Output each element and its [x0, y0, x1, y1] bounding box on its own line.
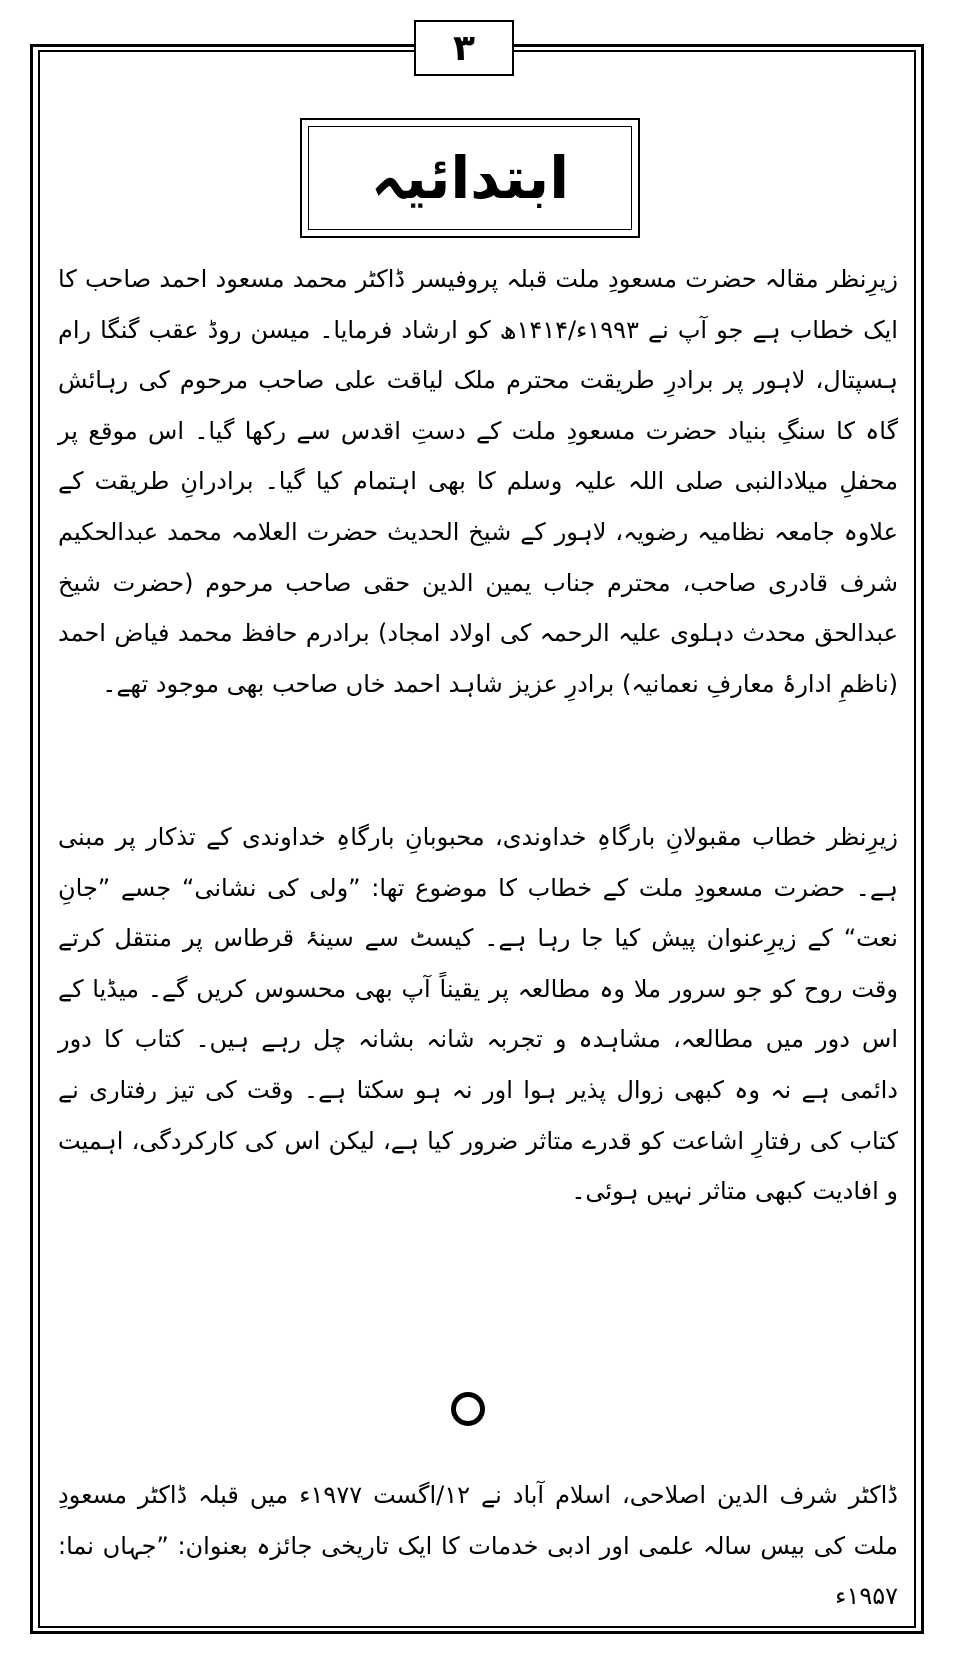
paragraph-2: زیرِنظر خطاب مقبولانِ بارگاہِ خداوندی، محبوبانِ بارگاہِ خداوندی کے تذکار پر مبنی ہے۔ حضرت مسعودِ ملت کے خطاب کا موضوع تھا: ”ولی کی نشانی“ جسے ”جانِ نعت“ کے زیرِعنوان پیش کیا جا رہا ہے۔ کیسٹ سے سینۂ قرطاس پر منتقل کرتے وقت روح کو جو سرور ملا وہ مطالعہ پر یقیناً آپ بھی محسوس کریں گے۔ میڈیا کے اس دور میں مطالعہ، مشاہدہ و تجربہ شانہ بشانہ چل رہے ہیں۔ کتاب کا دور دائمی ہے نہ وہ کبھی زوال پذیر ہوا اور نہ ہو سکتا ہے۔ وقت کی تیز رفتاری نے کتاب کی رفتارِ اشاعت کو قدرے متاثر ضرور کیا ہے، لیکن اس کی کارکردگی، اہمیت و افادیت کبھی متاثر نہیں ہوئی۔	[58, 823, 898, 1206]
paragraph-1: زیرِنظر مقالہ حضرت مسعودِ ملت قبلہ پروفیسر ڈاکٹر محمد مسعود احمد صاحب کا ایک خطاب ہے جو آپ نے ۱۹۹۳ء/۱۴۱۴ھ کو ارشاد فرمایا۔ میسن روڈ عقب گنگا رام ہسپتال، لاہور پر برادرِ طریقت محترم ملک لیاقت علی صاحب مرحوم کی رہائش گاہ کا سنگِ بنیاد حضرت مسعودِ ملت کے دستِ اقدس سے رکھا گیا۔ اس موقع پر محفلِ میلادالنبی صلی اللہ علیہ وسلم کا بھی اہتمام کیا گیا۔ برادرانِ طریقت کے علاوہ جامعہ نظامیہ رضویہ، لاہور کے شیخ الحدیث حضرت العلامہ محمد عبدالحکیم شرف قادری صاحب، محترم جناب یمین الدین حقی صاحب مرحوم (حضرت شیخ عبدالحق محدث دہلوی علیہ الرحمہ کی اولاد امجاد) برادرم حافظ محمد فیاض احمد (ناظمِ ادارۂ معارفِ نعمانیہ) برادرِ عزیز شاہد احمد خاں صاحب بھی موجود تھے۔	[58, 265, 898, 698]
page-number	[414, 20, 514, 76]
paragraph-3: ڈاکٹر شرف الدین اصلاحی، اسلام آباد نے ۱۲/اگست ۱۹۷۷ء میں قبلہ ڈاکٹر مسعودِ ملت کی بیس سالہ علمی اور ادبی خدمات کا ایک تاریخی جائزہ بعنوان: ”جہاں نما: ۱۹۵۷ء	[58, 1481, 898, 1611]
page-title-text: ابتدائیہ	[370, 144, 570, 212]
page-number-text: ۳	[453, 27, 475, 69]
section-divider-circle-icon	[451, 1392, 485, 1426]
page-title	[308, 126, 632, 230]
